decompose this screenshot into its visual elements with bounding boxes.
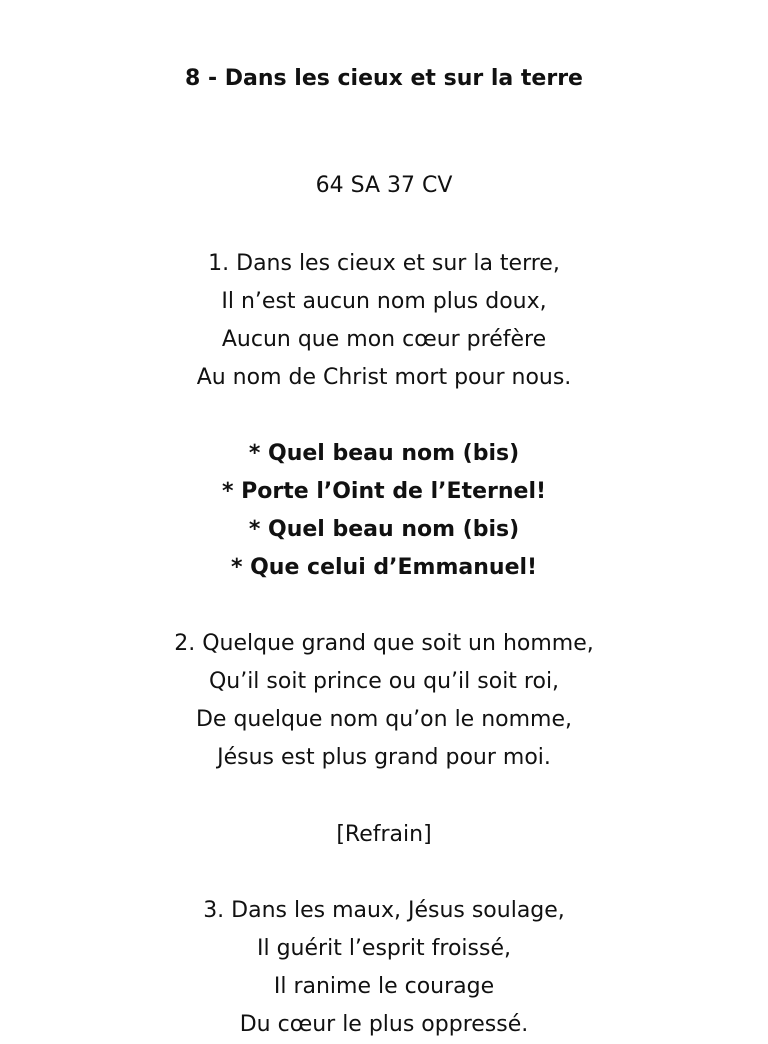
refrain-line: * Que celui d’Emmanuel! <box>230 555 538 580</box>
verse-1 <box>0 245 768 397</box>
song-title: 8 - Dans les cieux et sur la terre <box>185 66 583 91</box>
verse-line: Il n’est aucun nom plus doux, <box>221 289 547 314</box>
refrain-marker-text: [Refrain] <box>336 822 432 847</box>
verse-line: 2. Quelque grand que soit un homme, <box>174 631 594 656</box>
verse-2 <box>0 625 768 777</box>
verse-3 <box>0 892 768 1044</box>
refrain <box>0 435 768 587</box>
verse-line: Qu’il soit prince ou qu’il soit roi, <box>208 669 560 694</box>
verse-line: Du cœur le plus oppressé. <box>239 1012 529 1037</box>
refrain-line: * Quel beau nom (bis) <box>248 441 520 466</box>
verse-line: 3. Dans les maux, Jésus soulage, <box>203 898 565 923</box>
verse-line: Il guérit l’esprit froissé, <box>257 936 511 961</box>
verse-line: Aucun que mon cœur préfère <box>221 327 547 352</box>
verse-line: Au nom de Christ mort pour nous. <box>196 365 572 390</box>
refrain-marker <box>0 816 768 854</box>
refrain-line: * Porte l’Oint de l’Eternel! <box>221 479 547 504</box>
verse-line: Il ranime le courage <box>273 974 495 999</box>
refrain-line: * Quel beau nom (bis) <box>248 517 520 542</box>
verse-line: Jésus est plus grand pour moi. <box>217 745 551 770</box>
verse-line: De quelque nom qu’on le nomme, <box>195 707 573 732</box>
hymn-reference: 64 SA 37 CV <box>315 173 453 198</box>
verse-line: 1. Dans les cieux et sur la terre, <box>208 251 560 276</box>
